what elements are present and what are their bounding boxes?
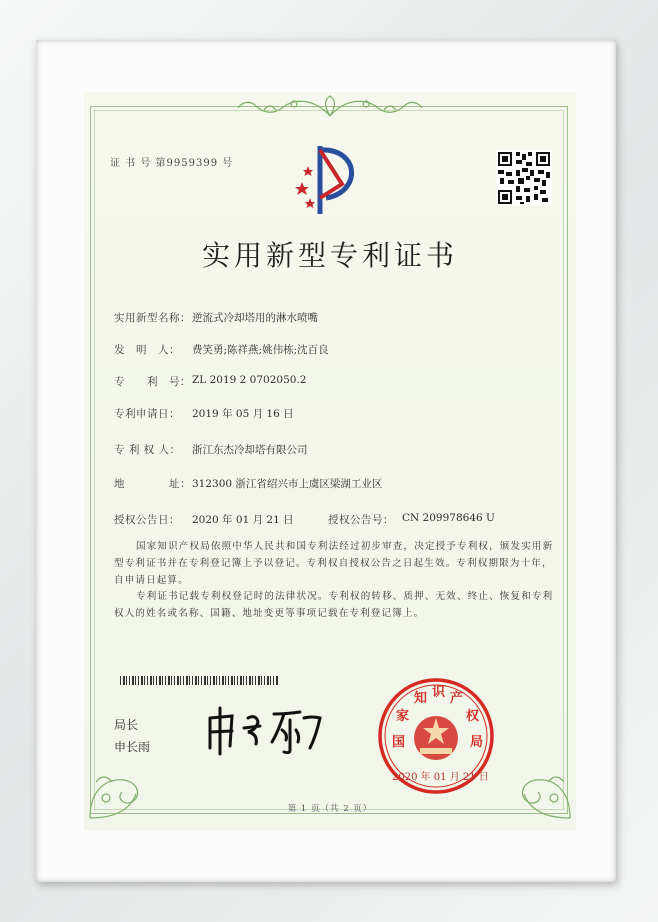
seal-date: 2020 年 01 月 21 日 — [392, 772, 489, 783]
grant-number-value: CN 209978646 U — [402, 512, 495, 524]
svg-text:国: 国 — [392, 735, 406, 750]
utility-model-name-label: 实用新型名称： — [114, 312, 191, 324]
grant-date-label: 授权公告日： — [114, 514, 180, 526]
patent-number-value: ZL 2019 2 0702050.2 — [192, 374, 307, 386]
certificate-number: 证 书 号 第9959399 号 — [110, 158, 234, 169]
svg-text:局: 局 — [470, 735, 484, 750]
certificate-paper — [84, 92, 576, 830]
svg-text:家: 家 — [396, 709, 410, 724]
address-label: 地 址： — [114, 478, 191, 490]
inventor-label: 发 明 人： — [114, 344, 180, 356]
barcode — [120, 676, 278, 685]
qr-code — [496, 150, 552, 206]
patentee-value: 浙江东杰冷却塔有限公司 — [192, 444, 308, 456]
grant-number-label: 授权公告号： — [328, 514, 394, 526]
filing-date-label: 专利申请日： — [114, 408, 180, 420]
svg-text:知: 知 — [414, 691, 428, 706]
patent-number-label: 专 利 号： — [114, 376, 191, 388]
grant-paragraph: 国家知识产权局依照中华人民共和国专利法经过初步审查，决定授予专利权，颁发实用新型专利证书并在专利登记簿上予以登记。专利权自授权公告之日起生效。专利权期限为十年，自申请日起算。 — [114, 541, 554, 586]
utility-model-name-value: 逆流式冷却塔用的淋水喷嘴 — [192, 312, 318, 324]
address-value: 312300 浙江省绍兴市上虞区梁湖工业区 — [192, 478, 383, 490]
patentee-label: 专 利 权 人： — [114, 444, 181, 456]
director-name: 申长雨 — [114, 740, 151, 754]
filing-date-value: 2019 年 05 月 16 日 — [192, 408, 294, 420]
director-title: 局长 — [114, 718, 139, 732]
patent-office-logo — [290, 140, 370, 220]
page-indicator: 第 1 页（共 2 页） — [287, 804, 373, 814]
svg-text:权: 权 — [466, 709, 480, 724]
inventor-value: 费笑勇;陈祥燕;姚伟栋;沈百良 — [192, 344, 329, 356]
top-ornament — [234, 94, 426, 120]
svg-text:产: 产 — [450, 691, 464, 706]
legal-status-paragraph: 专利证书记载专利权登记时的法律状况。专利权的转移、质押、无效、终止、恢复和专利权人的姓名或名称、国籍、地址变更等事项记载在专利登记簿上。 — [114, 591, 554, 619]
grant-date-value: 2020 年 01 月 21 日 — [192, 514, 294, 526]
director-signature — [204, 704, 334, 756]
certificate-title: 实用新型专利证书 — [201, 239, 458, 272]
svg-text:识: 识 — [432, 685, 446, 700]
